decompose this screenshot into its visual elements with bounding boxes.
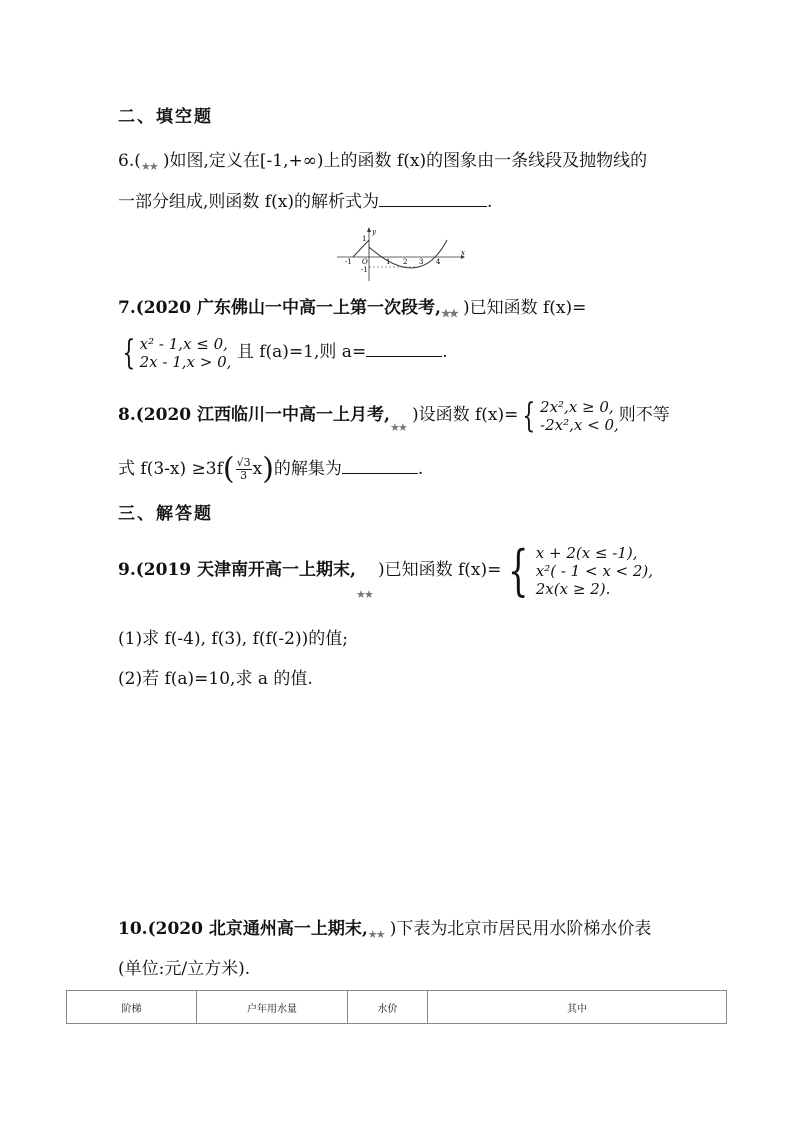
piecewise-brace: { [508, 538, 529, 602]
graph-y-one: 1 [362, 235, 367, 243]
q9-part2: (2)若 f(a)=10,求 a 的值. [118, 669, 313, 689]
graph-origin: O [362, 258, 368, 266]
q9-line1: 9.(2019 天津南开高一上期末, ★ ★ )已知函数 f(x)= { x + 2(x ≤ -1), x²( - 1 < x < 2), 2x(x ≥ 2). [118, 538, 654, 602]
graph-x-neg-one: -1 [345, 258, 352, 266]
q7-line1: 7.(2020 广东佛山一中高一上第一次段考, ★ ★ )已知函数 f(x)= [118, 298, 587, 320]
difficulty-stars-icon: ★ ★ [440, 306, 459, 320]
graph-tick: 2 [403, 258, 408, 266]
answer-blank [366, 342, 442, 357]
graph-tick: 1 [386, 258, 391, 266]
difficulty-stars-icon: ★ ★ [389, 420, 408, 434]
water-price-table [66, 990, 727, 1024]
table-header-cell: 户年用水量 [197, 991, 348, 1024]
difficulty-stars-icon: ★ ★ [140, 159, 159, 173]
q6-function-graph [335, 227, 465, 283]
piecewise-brace: { [122, 332, 136, 373]
table-header-cell: 其中 [428, 991, 727, 1024]
graph-y-label: y [372, 228, 376, 236]
q10-line2: (单位:元/立方米). [118, 959, 251, 979]
q8-piecewise: 2x²,x ≥ 0, -2x²,x < 0, [540, 397, 619, 434]
graph-tick: 4 [436, 258, 441, 266]
section-title-fill-in: 二、填空题 [118, 107, 213, 127]
graph-tick: 3 [419, 258, 424, 266]
table-header-cell: 阶梯 [67, 991, 197, 1024]
q10-line1: 10.(2020 北京通州高一上期末, ★ ★ )下表为北京市居民用水阶梯水价表 [118, 919, 652, 941]
graph-y-neg-one: -1 [361, 266, 368, 274]
difficulty-stars-icon: ★ ★ [367, 927, 386, 941]
q8-line2: 式 f(3-x) ≥3f( $\frac{√3}{3}$ x)的解集为 . [118, 451, 424, 487]
q9-part1: (1)求 f(-4), f(3), f(f(-2))的值; [118, 629, 348, 649]
section-title-answer: 三、解答题 [118, 504, 213, 524]
q6-line2: 一部分组成,则函数 f(x)的解析式为 . [118, 192, 493, 212]
graph-x-label: x [461, 249, 465, 257]
fraction: $\frac{√3}{3}$ [236, 456, 251, 482]
table-header-cell: 水价 [348, 991, 428, 1024]
q7-piecewise: x² - 1,x ≤ 0, 2x - 1,x > 0, [139, 334, 232, 371]
q8-line1: 8.(2020 江西临川一中高一上月考, ★ ★ )设函数 f(x)= { 2x²,x ≥ 0, -2x²,x < 0, 则不等 [118, 395, 670, 436]
table-header-row [67, 991, 727, 1024]
piecewise-brace: { [522, 395, 536, 436]
difficulty-stars-icon: ★ ★ [355, 587, 374, 601]
q6-line1: 6.( ★ ★ )如图,定义在[-1,+∞)上的函数 f(x)的图象由一条线段及抛物线的 [118, 151, 648, 173]
q7-line2: { x² - 1,x ≤ 0, 2x - 1,x > 0, 且 f(a)=1,则 a= . [122, 332, 448, 373]
answer-blank [342, 459, 418, 474]
q9-piecewise: x + 2(x ≤ -1), x²( - 1 < x < 2), 2x(x ≥ 2). [535, 543, 654, 598]
answer-blank [379, 192, 487, 207]
